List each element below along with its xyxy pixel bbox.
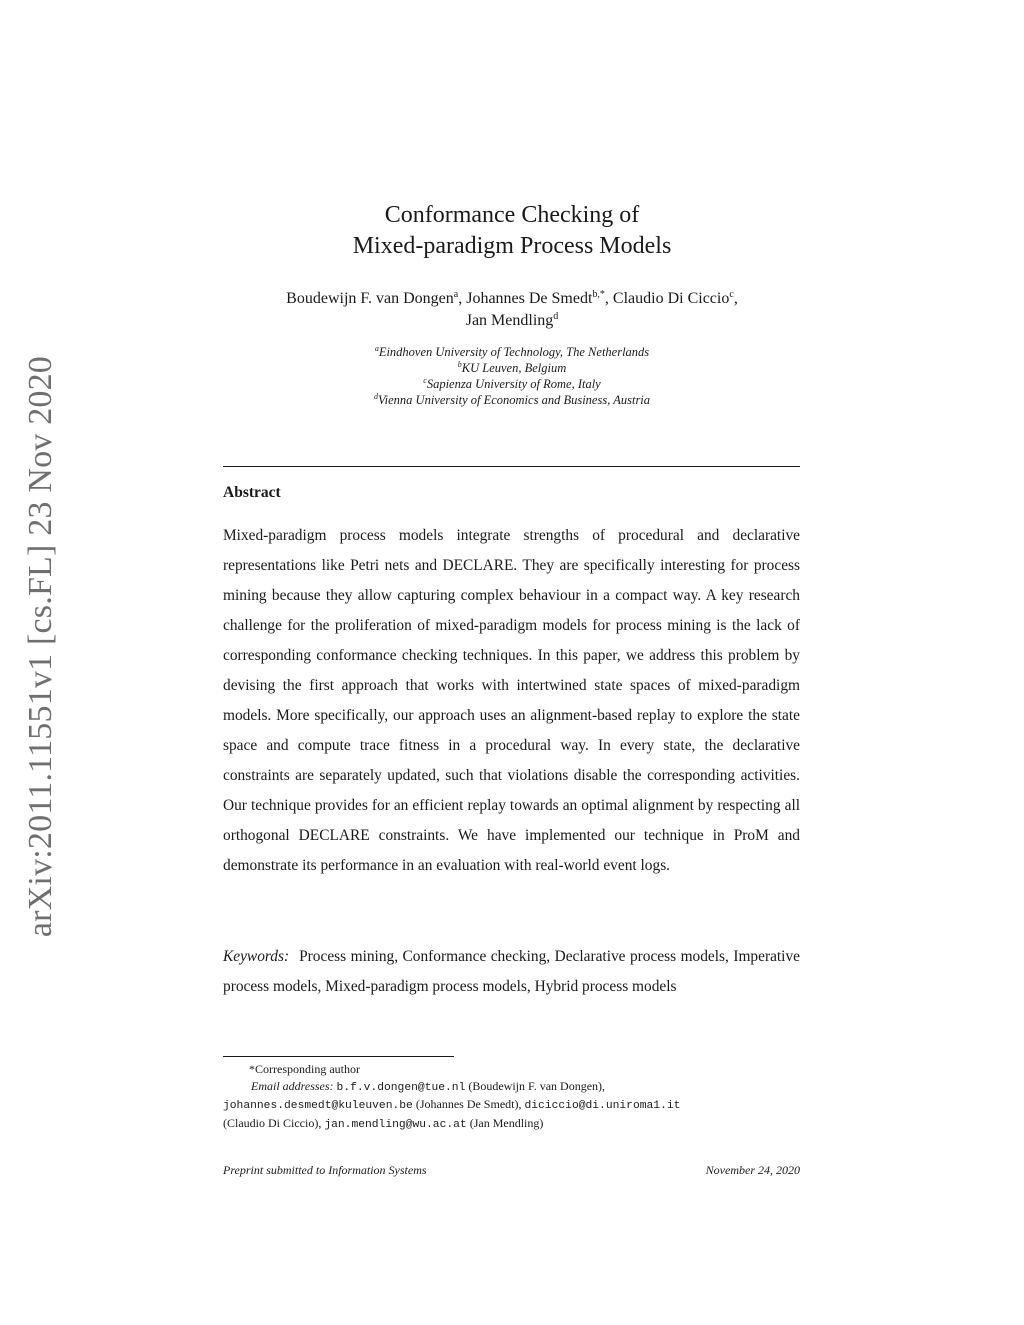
corresponding-author-note: *Corresponding author bbox=[249, 1062, 360, 1076]
email-label: Email addresses: bbox=[251, 1078, 334, 1093]
arxiv-stamp-text: arXiv:2011.11551v1 [cs.FL] 23 Nov 2020 bbox=[22, 356, 59, 938]
footnotes bbox=[223, 1061, 800, 1133]
email-link[interactable]: b.f.v.dongen@tue.nl bbox=[336, 1081, 466, 1094]
affiliation-item: $^a$Eindhoven University of Technology, The Netherlands bbox=[374, 344, 650, 359]
author-name: Claudio Di Ciccio bbox=[612, 290, 730, 307]
email-addresses-line bbox=[223, 1078, 800, 1097]
email-link[interactable]: johannes.desmedt@kuleuven.be bbox=[223, 1100, 413, 1112]
keywords-label: Keywords: bbox=[223, 948, 290, 965]
email-owner: (Claudio Di Ciccio), bbox=[223, 1115, 322, 1130]
author-affiliation-mark: a bbox=[453, 289, 459, 300]
affiliation-item: $^b$KU Leuven, Belgium bbox=[457, 360, 567, 375]
keywords-block bbox=[223, 942, 800, 1002]
affiliation-list bbox=[0, 344, 1024, 408]
email-link[interactable]: jan.mendling@wu.ac.at bbox=[324, 1118, 467, 1131]
author-affiliation-mark: c bbox=[729, 289, 734, 300]
abstract-text: Mixed-paradigm process models integrate strengths of procedural and declarative representations like Petri nets and DECLARE. They are specifically interesting for process mining because they allow capturing complex behaviour in a compact way. A key research challenge for the proliferation of mixed-paradigm models for process mining is the lack of corresponding conformance checking techniques. In this paper, we address this problem by devising the first approach that works with intertwined state spaces of mixed-paradigm models. More specifically, our approach uses an alignment-based replay to explore the state space and compute trace fitness in a procedural way. In every state, the declarative constraints are separately updated, such that violations disable the corresponding activities. Our technique provides for an efficient replay towards an optimal alignment by respecting all orthogonal DECLARE constraints. We have implemented our technique in ProM and demonstrate its performance in an evaluation with real-world event logs. bbox=[223, 527, 800, 874]
author-name: Johannes De Smedt bbox=[466, 290, 593, 307]
title-line-2: Mixed-paradigm Process Models bbox=[352, 233, 672, 259]
paper-title bbox=[0, 200, 1024, 262]
author-list: Boudewijn F. van Dongen$^a$, Johannes De Smedt$^{b,*}$, Claudio Di Ciccio$^c$, Jan Mendling$^d$ bbox=[286, 289, 738, 329]
title-line-1: Conformance Checking of bbox=[384, 202, 640, 228]
author-name: Boudewijn F. van Dongen bbox=[286, 290, 454, 307]
email-addresses-line bbox=[223, 1115, 800, 1134]
author-affiliation-mark: b,* bbox=[592, 289, 605, 300]
arxiv-identifier-stamp bbox=[18, 352, 64, 942]
footnote-rule bbox=[223, 1056, 454, 1057]
affiliation-item: $^c$Sapienza University of Rome, Italy bbox=[423, 376, 601, 391]
author-affiliation-mark: d bbox=[553, 311, 559, 322]
abstract-heading: Abstract bbox=[223, 484, 281, 501]
journal-submission-note: Preprint submitted to Information Systems bbox=[223, 1163, 427, 1177]
preprint-date: November 24, 2020 bbox=[705, 1163, 800, 1177]
email-addresses-line bbox=[223, 1096, 800, 1115]
preprint-footer bbox=[223, 1163, 800, 1178]
email-owner: (Boudewijn F. van Dongen), bbox=[468, 1078, 606, 1093]
email-link[interactable]: diciccio@di.uniroma1.it bbox=[524, 1100, 681, 1112]
abstract-top-rule bbox=[223, 466, 800, 467]
email-owner: (Johannes De Smedt), bbox=[415, 1097, 522, 1111]
email-owner: (Jan Mendling) bbox=[469, 1115, 544, 1130]
author-name: Jan Mendling bbox=[465, 312, 554, 329]
affiliation-item: $^d$Vienna University of Economics and Business, Austria bbox=[373, 392, 651, 407]
keywords-text: Process mining, Conformance checking, Declarative process models, Imperative process models, Mixed-paradigm process models, Hybrid process models bbox=[223, 948, 800, 995]
